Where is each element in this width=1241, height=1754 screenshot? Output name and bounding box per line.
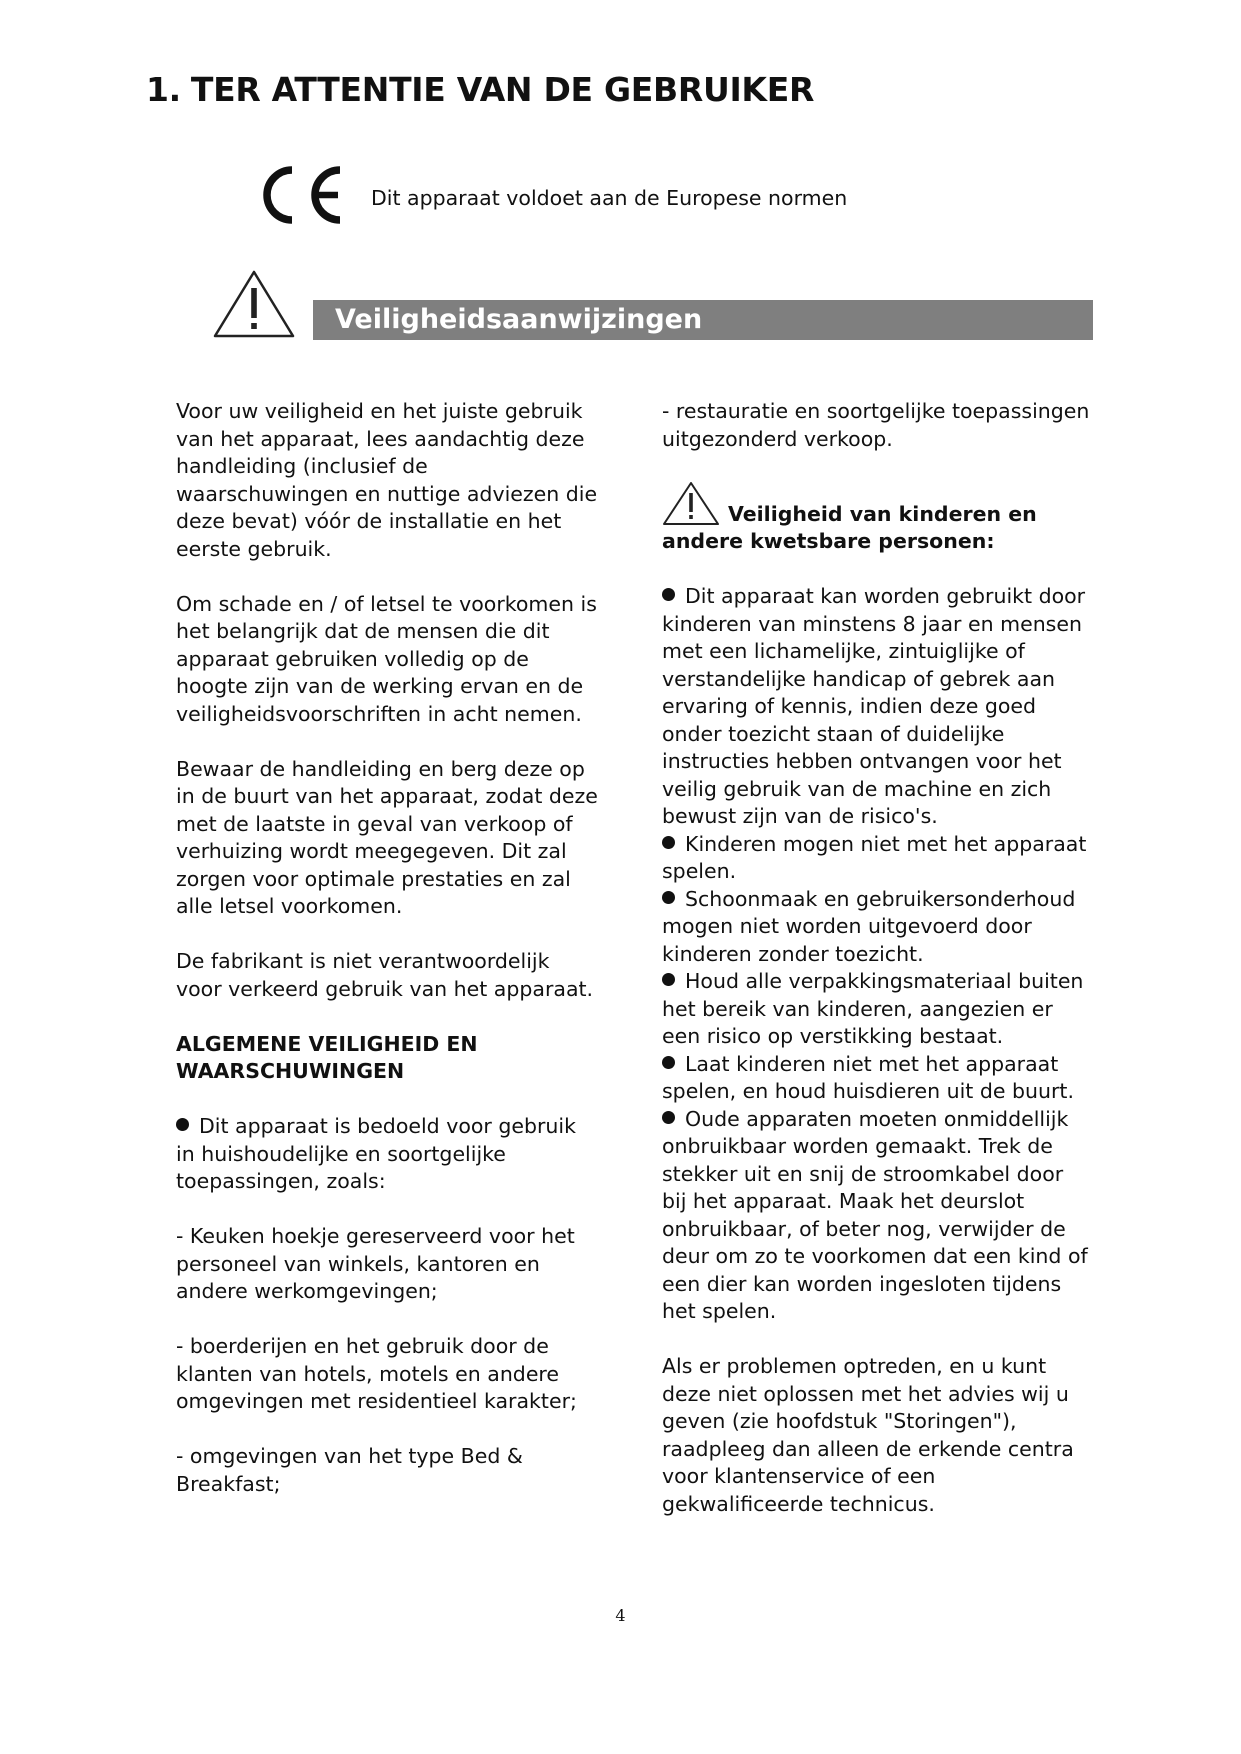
bullet-text: Dit apparaat kan worden gebruikt door kinderen van minstens 8 jaar en mensen met een lichamelijke, zintuiglijke of verstandelijke handicap of gebrek aan ervaring of kennis, indien deze goed onder toezicht staan of duidelijke instructies hebben ontvangen voor het veilig gebruik van de machine en zich bewust zijn van de risico's. xyxy=(662,584,1086,828)
page-title xyxy=(146,70,814,109)
list-item: - Keuken hoekje gereserveerd voor het personeel van winkels, kantoren en andere werkomgevingen; xyxy=(176,1224,575,1303)
list-item: - omgevingen van het type Bed & Breakfast; xyxy=(176,1444,523,1496)
manufacturer-paragraph: De fabrikant is niet verantwoordelijk voor verkeerd gebruik van het apparaat. xyxy=(176,949,594,1001)
general-safety-heading: ALGEMENE VEILIGHEID EN WAARSCHUWINGEN xyxy=(176,1031,478,1083)
bullet-item xyxy=(662,886,1092,969)
right-column xyxy=(662,398,1092,1546)
bullet-item xyxy=(662,1051,1092,1106)
keep-manual-paragraph: Bewaar de handleiding en berg deze op in de buurt van het apparaat, zodat deze met de laatste in geval van verkoop of verhuizing wordt meegegeven. Dit zal zorgen voor optimale prestaties en zal alle letsel voorkomen. xyxy=(176,756,598,918)
warning-triangle-icon xyxy=(212,268,296,340)
children-safety-heading-text: Veiligheid van kinderen en andere kwetsbare personen: xyxy=(662,501,1037,553)
bullet-text: Dit apparaat is bedoeld voor gebruik in huishoudelijke en soortgelijke toepassingen, zoals: xyxy=(176,1114,576,1193)
bullet-icon xyxy=(176,1118,189,1131)
bullet-item xyxy=(662,583,1092,831)
bullet-icon xyxy=(662,588,675,601)
damage-paragraph: Om schade en / of letsel te voorkomen is het belangrijk dat de mensen die dit apparaat gebruiken volledig op de hoogte zijn van de werking ervan en de veiligheidsvoorschriften in acht nemen. xyxy=(176,591,597,726)
bullet-icon xyxy=(662,1056,675,1069)
bullet-text: Kinderen mogen niet met het apparaat spelen. xyxy=(662,831,1087,883)
ce-conformity-text: Dit apparaat voldoet aan de Europese normen xyxy=(371,186,848,210)
bullet-text: Schoonmaak en gebruikersonderhoud mogen niet worden uitgevoerd door kinderen zonder toezicht. xyxy=(662,886,1076,966)
bullet-icon xyxy=(662,836,675,849)
ce-mark-icon xyxy=(262,164,348,226)
chapter-title: TER ATTENTIE VAN DE GEBRUIKER xyxy=(190,70,815,109)
bullet-item xyxy=(662,831,1092,886)
children-safety-heading xyxy=(662,481,1092,556)
bullet-item xyxy=(662,968,1092,1051)
intro-paragraph: Voor uw veiligheid en het juiste gebruik van het apparaat, lees aandachtig deze handleiding (inclusief de waarschuwingen en nuttige adviezen die deze bevat) vóór de installatie en het eerste gebruik. xyxy=(176,399,598,561)
chapter-number: 1. xyxy=(146,70,181,109)
list-item: - boerderijen en het gebruik door de klanten van hotels, motels en andere omgevingen met residentieel karakter; xyxy=(176,1334,577,1413)
bullet-text: Oude apparaten moeten onmiddellijk onbruikbaar worden gemaakt. Trek de stekker uit en snij de stroomkabel door bij het apparaat. Maak het deurslot onbruikbaar, of beter nog, verwijder de deur om zo te voorkomen dat een kind of een dier kan worden ingesloten tijdens het spelen. xyxy=(662,1106,1088,1323)
page-number: 4 xyxy=(615,1606,626,1625)
list-item: - restauratie en soortgelijke toepassingen uitgezonderd verkoop. xyxy=(662,399,1090,451)
bullet-item xyxy=(662,1106,1092,1326)
section-title: Veiligheidsaanwijzingen xyxy=(335,304,703,335)
section-title-bar xyxy=(313,300,1093,340)
bullet-icon xyxy=(662,891,675,904)
bullet-item xyxy=(176,1113,601,1196)
left-column xyxy=(176,398,601,1526)
closing-paragraph: Als er problemen optreden, en u kunt deze niet oplossen met het advies wij u geven (zie hoofdstuk "Storingen"), raadpleeg dan alleen de erkende centra voor klantenservice of een gekwalificeerde technicus. xyxy=(662,1354,1074,1516)
bullet-text: Houd alle verpakkingsmateriaal buiten het bereik van kinderen, aangezien er een risico op verstikking bestaat. xyxy=(662,969,1084,1048)
bullet-icon xyxy=(662,973,675,986)
bullet-text: Laat kinderen niet met het apparaat spelen, en houd huisdieren uit de buurt. xyxy=(662,1051,1074,1103)
bullet-icon xyxy=(662,1111,675,1124)
warning-triangle-icon xyxy=(662,481,720,527)
